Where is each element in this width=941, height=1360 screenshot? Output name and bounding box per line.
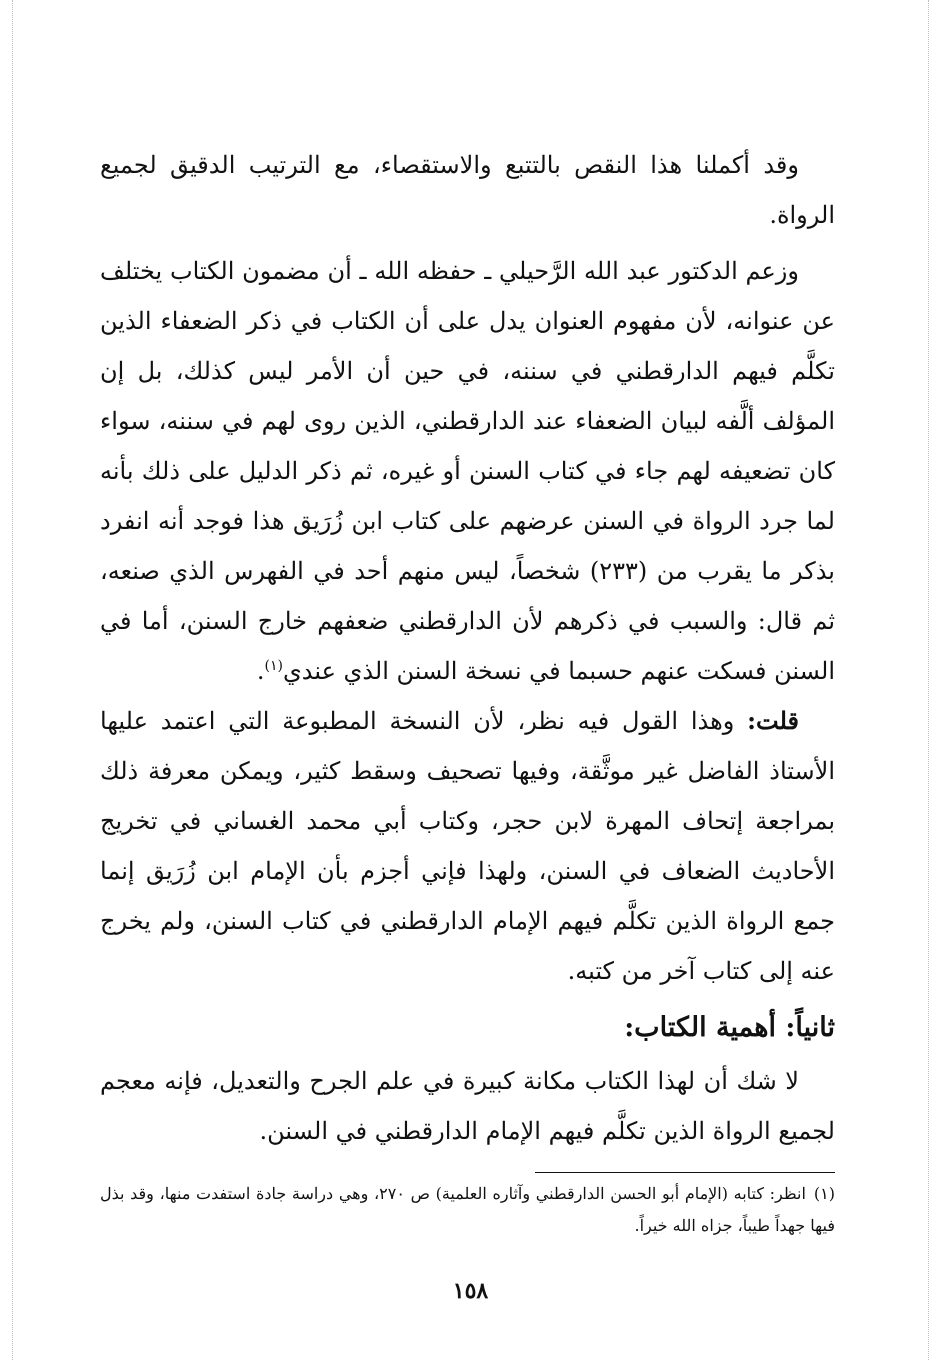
response-lead: قلت: xyxy=(747,706,799,735)
paragraph-author-response xyxy=(100,696,835,996)
paragraph-importance: لا شك أن لهذا الكتاب مكانة كبيرة في علم الجرح والتعديل، فإنه معجم لجميع الرواة الذين تكلَّم فيهم الإمام الدارقطني في السنن. xyxy=(100,1067,835,1145)
footnote-marker: (١) xyxy=(813,1184,835,1203)
footnote-divider xyxy=(535,1172,835,1173)
page-body xyxy=(100,140,835,1156)
paragraph-rahili-text: وزعم الدكتور عبد الله الرَّحيلي ـ حفظه الله ـ أن مضمون الكتاب يختلف عن عنوانه، لأن مفهوم العنوان يدل على أن الكتاب في ذكر الضعفاء الذين تكلَّم فيهم الدارقطني في سننه، في حين أن الأمر ليس كذلك، بل إن المؤلف ألَّفه لبيان الضعفاء عند الدارقطني، الذين روى لهم في سننه، سواء كان تضعيفه لهم جاء في كتاب السنن أو غيره، ثم ذكر الدليل على ذلك بأنه لما جرد الرواة في السنن عرضهم على كتاب ابن زُرَيق هذا فوجد أنه انفرد بذكر ما يقرب من (٢٣٣) شخصاً، ليس منهم أحد في الفهرس الذي صنعه، ثم قال: والسبب في ذكرهم لأن الدارقطني ضعفهم خارج السنن، أما في السنن فسكت عنهم حسبما في نسخة السنن الذي عندي xyxy=(100,257,835,685)
footnote-text: انظر: كتابه (الإمام أبو الحسن الدارقطني وآثاره العلمية) ص ٢٧٠، وهي دراسة جادة استفدت منها، وقد بذل فيها جهداً طيباً، جزاه الله خيراً. xyxy=(100,1184,835,1235)
paragraph-rahili-claim xyxy=(100,246,835,696)
scan-edge-right xyxy=(928,0,929,1360)
scan-edge-left xyxy=(12,0,13,1360)
section-heading-importance: ثانياً: أهمية الكتاب: xyxy=(624,1012,835,1043)
page-number: ١٥٨ xyxy=(452,1278,489,1304)
response-text: وهذا القول فيه نظر، لأن النسخة المطبوعة التي اعتمد عليها الأستاذ الفاضل غير موثَّقة، وفيها تصحيف وسقط كثير، ويمكن معرفة ذلك بمراجعة إتحاف المهرة لابن حجر، وكتاب أبي محمد الغساني في تخريج الأحاديث الضعاف في السنن، ولهذا فإني أجزم بأن الإمام ابن زُرَيق إنما جمع الرواة الذين تكلَّم فيهم الإمام الدارقطني في كتاب السنن، ولم يخرج عنه إلى كتاب آخر من كتبه. xyxy=(100,707,835,985)
footnote xyxy=(100,1178,835,1242)
paragraph-completion-note: وقد أكملنا هذا النقص بالتتبع والاستقصاء، مع الترتيب الدقيق لجميع الرواة. xyxy=(100,151,835,229)
footnote-reference: (١) xyxy=(264,658,283,674)
paragraph-rahili-end: . xyxy=(256,657,265,685)
